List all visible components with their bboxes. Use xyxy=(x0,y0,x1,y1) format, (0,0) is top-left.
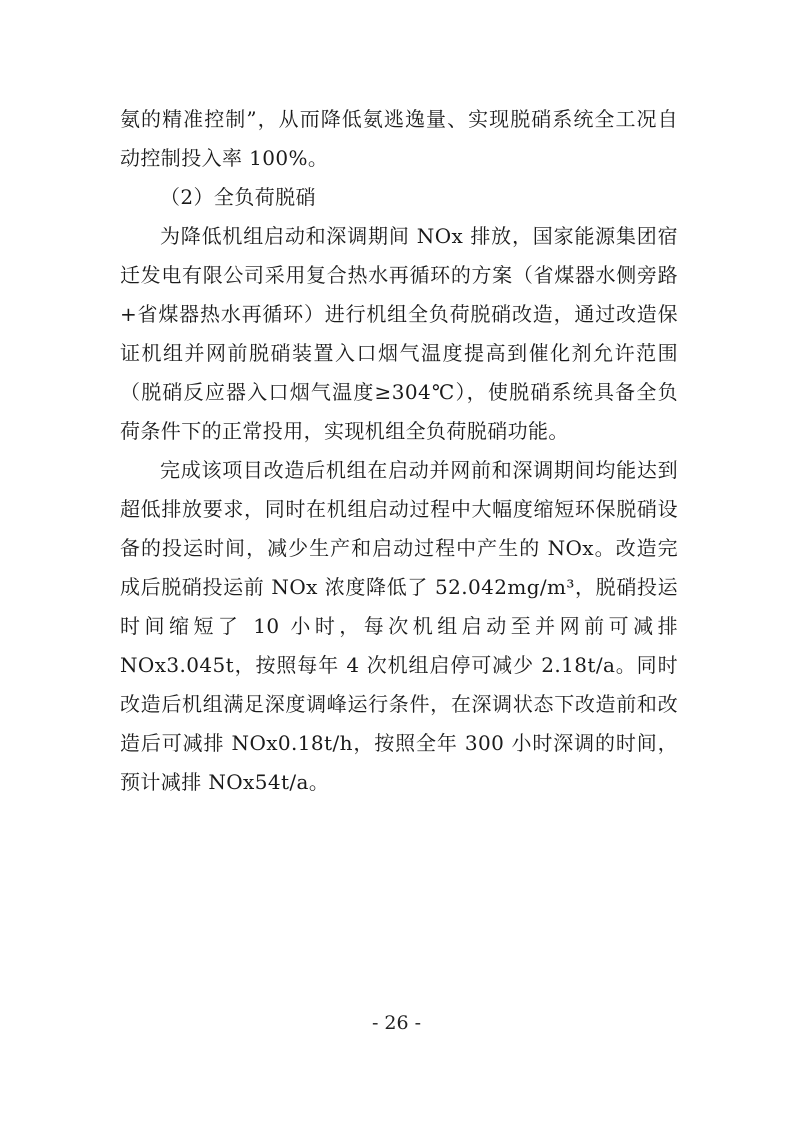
page-number: - 26 - xyxy=(371,1012,422,1034)
paragraph: 完成该项目改造后机组在启动并网前和深调期间均能达到超低排放要求，同时在机组启动过程中大幅度缩短环保脱硝设备的投运时间，减少生产和启动过程中产生的 NOx。改造完成后脱硝投运前 NOx 浓度降低了 52.042mg/m³，脱硝投运时间缩短了 10 小时，每次机组启动至并网前可减排 NOx3.045t，按照每年 4 次机组启停可减少 2.18t/a。同时改造后机组满足深度调峰运行条件，在深调状态下改造前和改造后可减排 NOx0.18t/h，按照全年 300 小时深调的时间，预计减排 NOx54t/a。 xyxy=(120,458,678,794)
section-heading: （2）全负荷脱硝 xyxy=(160,185,316,209)
body-text xyxy=(120,100,678,802)
paragraph: 为降低机组启动和深调期间 NOx 排放，国家能源集团宿迁发电有限公司采用复合热水再循环的方案（省煤器水侧旁路+省煤器热水再循环）进行机组全负荷脱硝改造，通过改造保证机组并网前脱硝装置入口烟气温度提高到催化剂允许范围（脱硝反应器入口烟气温度≥304℃），使脱硝系统具备全负荷条件下的正常投用，实现机组全负荷脱硝功能。 xyxy=(120,224,678,443)
paragraph-continuation: 氨的精准控制”，从而降低氨逃逸量、实现脱硝系统全工况自动控制投入率 100%。 xyxy=(120,107,678,170)
